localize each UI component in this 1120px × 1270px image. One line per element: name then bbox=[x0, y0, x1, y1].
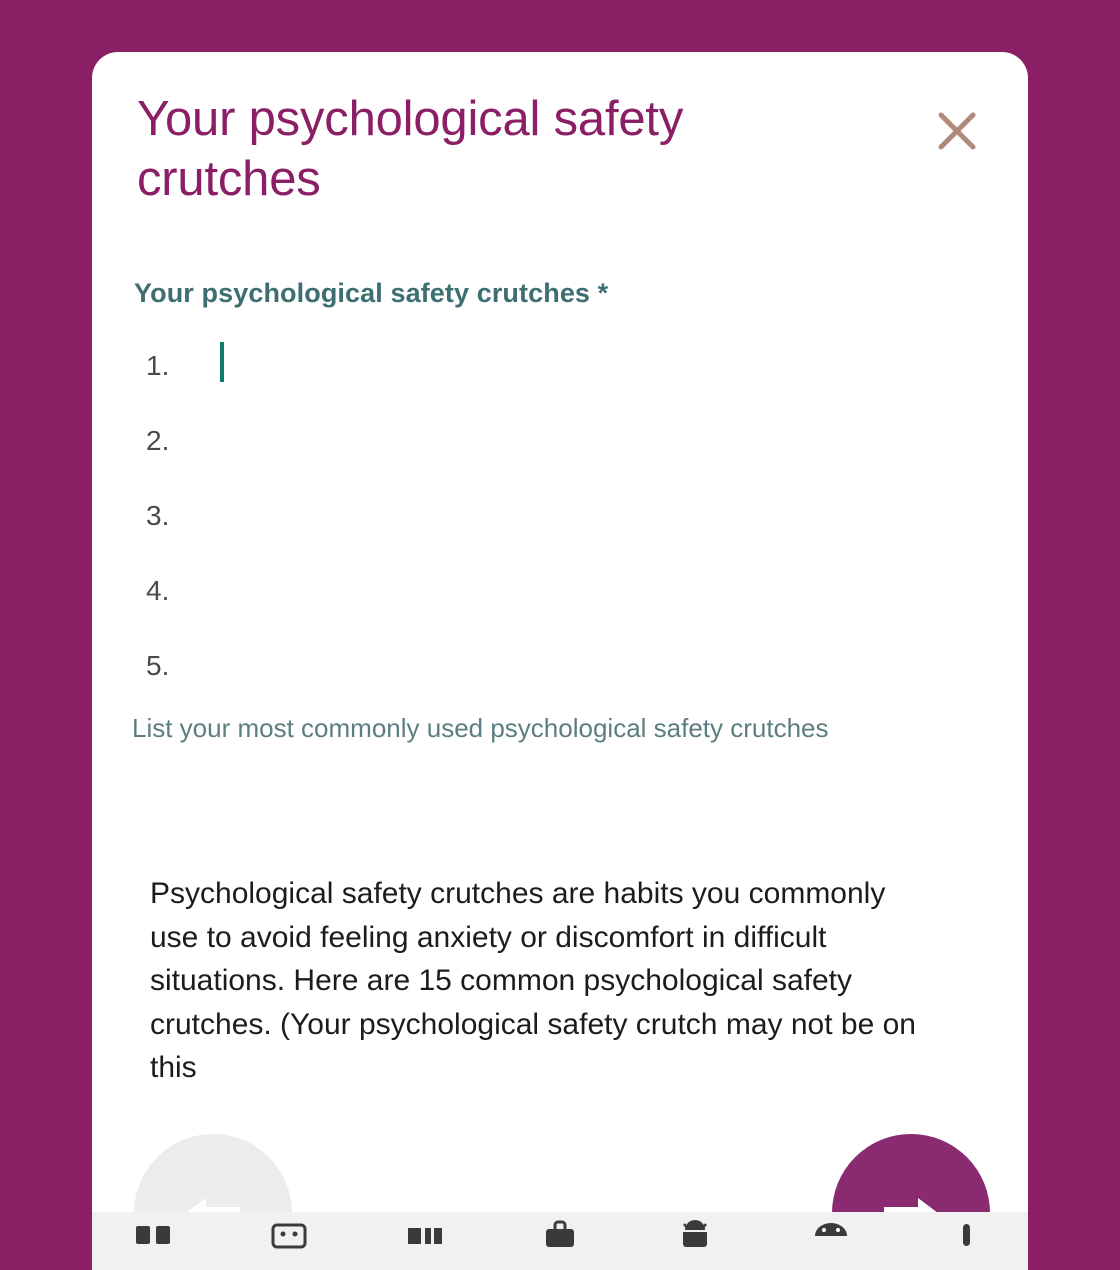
taskbar bbox=[92, 1212, 1028, 1270]
split-screen-icon[interactable] bbox=[387, 1220, 463, 1268]
android-robot-icon[interactable] bbox=[657, 1220, 733, 1268]
description-text: Psychological safety crutches are habits you commonly use to avoid feeling anxiety or discomfort in difficult situations. Here are 15 common psychological safety crutches. (Your psychological safety crutch may not be on this bbox=[150, 877, 916, 1084]
list-item[interactable] bbox=[134, 567, 974, 642]
close-icon bbox=[934, 108, 980, 154]
recent-apps-icon[interactable] bbox=[116, 1220, 192, 1268]
briefcase-icon[interactable] bbox=[522, 1220, 598, 1268]
text-caret bbox=[220, 342, 224, 382]
back-gesture-icon[interactable] bbox=[928, 1220, 1004, 1268]
page-title: Your psychological safety crutches bbox=[137, 92, 684, 206]
close-button[interactable] bbox=[934, 108, 980, 154]
screenshot-icon[interactable] bbox=[251, 1220, 327, 1268]
crutches-list bbox=[134, 342, 974, 717]
form-dialog bbox=[92, 52, 1028, 1270]
list-item-number: 3. bbox=[146, 500, 170, 531]
list-item-number: 1. bbox=[146, 350, 170, 381]
list-item[interactable] bbox=[134, 417, 974, 492]
list-item[interactable] bbox=[134, 492, 974, 567]
list-item[interactable] bbox=[134, 642, 974, 717]
list-item[interactable] bbox=[134, 342, 974, 417]
list-item-number: 5. bbox=[146, 650, 170, 681]
smiley-icon[interactable] bbox=[793, 1220, 869, 1268]
field-help-text: List your most commonly used psychological safety crutches bbox=[132, 713, 829, 743]
field-label: Your psychological safety crutches * bbox=[134, 278, 609, 308]
list-item-number: 2. bbox=[146, 425, 170, 456]
list-item-number: 4. bbox=[146, 575, 170, 606]
